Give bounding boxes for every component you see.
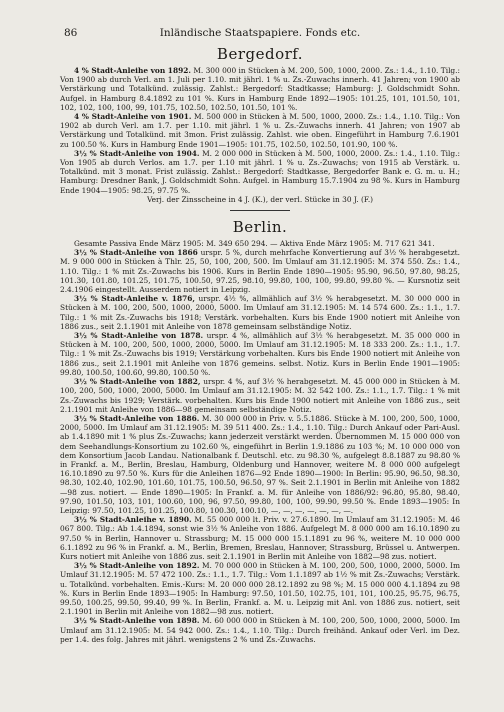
bond-title: 3½ % Stadt-Anleihe v. 1890.	[74, 515, 192, 525]
bond-entry	[60, 66, 460, 112]
bond-text: urspr. 4½ %, allmählich auf 3½ % herabgesetzt. M. 30 000 000 in Stücken à M. 100, 200, 500, 1000, 2000, 5000. Im Umlauf am 31.12.1905: M. 14 574 600. Zs.: 1.1., 1.7. Tilg.: 1 % mit Zs.-Zuwachs bis 1918; Verstärk. vorbehalten. Kurs bis Ende 1900 notiert mit Anleihe von 1886 zus., seit 2.1.1901 mit Anleihe von 1878 gemeinsam selbständige Notiz.	[60, 294, 460, 331]
bond-text: M. 60 000 000 in Stücken à M. 100, 200, 500, 1000, 2000, 5000. Im Umlauf am 31.12.1905: M. 54 942 000. Zs.: 1.4., 1.10. Tilg.: Durch freihänd. Ankauf oder Verl. im Dez. per 1.4. des folg. Jahres mit jährl. wenigstens 2 % und Zs.-Zuwachs.	[60, 616, 460, 644]
section-note: Verj. der Zinsscheine in 4 J. (K.), der verl. Stücke in 30 J. (F.)	[146, 194, 374, 204]
summary-line	[60, 239, 460, 248]
bond-entry	[60, 331, 460, 377]
bond-text: M. 2 000 000 in Stücken à M. 500, 1000, 2000. Zs.: 1.4., 1.10. Tilg.: Von 1905 ab durch Verlos. am 1.7. per 1.10 mit jährl. 1 % u. Zs.-Zuwachs; von 1915 ab Verstärk. u. Totalkünd. mit 3 monat. Frist zulässig. Zahlst.: Bergedorf: Stadtkasse, Bergedorfer Bank e. G. m. u. H.; Hamburg: Dresdner Bank, J. Goldschmidt Sohn. Aufgel. in Hamburg 15.7.1904 zu 98 %. Kurs in Hamburg Ende 1904—1905: 98.25, 97.75 %.	[60, 148, 460, 195]
bond-entry	[60, 616, 460, 644]
running-header: Inländische Staatspapiere. Fonds etc.	[159, 27, 361, 39]
bond-title: 4 % Stadt-Anleihe von 1901.	[74, 112, 192, 122]
bond-text: urspr. 4 %, auf 3½ % herabgesetzt. M. 45 000 000 in Stücken à M. 100, 200, 500, 1000, 2000, 5000. Im Umlauf am 31.12.1905: M. 32 542 100. Zs.: 1.1., 1.7. Tilg.: 1 % mit Zs.-Zuwachs bis 1929; Verstärk. vorbehalten. Kurs bis Ende 1900 notiert mit Anleihe von 1886 zus., seit 2.1.1901 mit Anleihe von 1886—98 gemeinsam selbständige Notiz.	[60, 377, 460, 414]
section-heading-bergedorf: Bergedorf.	[216, 45, 304, 63]
bond-entry	[60, 561, 460, 616]
bond-entry	[60, 377, 460, 414]
bond-entry	[60, 294, 460, 331]
bond-entry	[60, 515, 460, 561]
bond-text: urspr. 5 %, durch mehrfache Konvertierung auf 3½ % herabgesetzt. M. 9 000 000 in Stücken à Thlr. 25, 50, 100, 200, 500. Im Umlauf am 31.12.1905: M. 374 550. Zs.: 1.4., 1.10. Tilg.: 1 % mit Zs.-Zuwachs bis 1906. Kurs in Berlin Ende 1890—1905: 95.90, 96.50, 97.80, 98.25, 101.30, 101.80, 101.25, 101.75, 100.50, 97.25, 98.10, 99.80, 100, 100, 99.80, 99.80 %. — Kursnotiz seit 2.4.1906 eingestellt. Ausserdem notiert in Leipzig.	[60, 248, 460, 295]
bond-title: 4 % Stadt-Anleihe von 1892.	[74, 66, 191, 75]
bond-title: 3½ % Stadt-Anleihe von 1904.	[74, 148, 200, 158]
bond-title: 3½ % Stadt-Anleihe von 1892.	[74, 561, 200, 571]
bond-entry	[60, 149, 460, 195]
page-content	[60, 41, 460, 644]
page-number: 86	[64, 27, 78, 39]
bond-text: urspr. 4 %, allmählich auf 3½ % herabgesetzt. M. 35 000 000 in Stücken à M. 100, 200, 500, 1000, 2000, 5000. Im Umlauf am 31.12.1905: M. 18 333 200. Zs.: 1.1., 1.7. Tilg.: 1 % mit Zs.-Zuwachs bis 1919; Verstärkung vorbehalten. Kurs bis Ende 1900 notiert mit Anleihe von 1886 zus., seit 2.1.1901 mit Anleihe von 1876 gemeins. selbst. Notiz. Kurs in Berlin Ende 1901—1905: 99.80, 100.50, 100.60, 99.80, 100.50 %.	[60, 331, 460, 377]
bond-entry	[60, 112, 460, 149]
bond-entry	[60, 414, 460, 515]
bond-text: M. 30 000 000 in Priv. v. 5.5.1886. Stücke à M. 100, 200, 500, 1000, 2000, 5000. Im Umlauf am 31.12.1905: M. 39 511 400. Zs.: 1.4., 1.10. Tilg.: Durch Ankauf oder Pari-Ausl. ab 1.4.1890 mit 1 % plus Zs.-Zuwachs; kann jederzeit verstärkt werden. Übernommen M. 15 000 000 von dem Seehandlungs-Konsortium zu 102.60 %, eingeführt in Berlin 1.9.1886 zu 103 %; M. 10 000 000 von dem Konsortium Jacob Landau. Nationalbank f. Deutschl. etc. zu 98.30 %, aufgelegt 8.8.1887 zu 98.80 % in Frankf. a. M., Berlin, Breslau, Hamburg, Oldenburg und Hannover, weitere M. 8 000 000 aufgelegt 16.10.1890 zu 97.50 %. Kurs für die Anleihen 1876—92 Ende 1890—1900: In Berlin: 95.90, 96.50, 98.30, 98.30, 102.40, 102.90, 101.60, 101.75, 100.50, 96.50, 97 %. Seit 2.1.1901 in Berlin mit Anleihe von 1882—98 zus. notiert. — Ende 1890—1905: In Frankf. a. M. für Anleihe von 1886/92: 96.80, 95.80, 98.40, 97.90, 101.50, 103, 101, 100.60, 100, 96, 97.50, 99.80, 100, 100, 99.90, 99.50 %. Ende 1893—1905: In Leipzig: 97.50, 101.25, 101.25, 100.80, 100.30, 100.10, —, —, —, —, —, —, —.	[60, 413, 460, 515]
bond-title: 3½ % Stadt-Anleihe von 1882,	[74, 377, 201, 387]
section-heading-berlin: Berlin.	[232, 218, 288, 237]
bond-title: 3½ % Stadt-Anleihe v. 1876,	[74, 294, 195, 304]
bond-entry	[60, 248, 460, 294]
bond-title: 3½ % Stadt-Anleihe von 1886.	[74, 413, 200, 423]
bond-title: 3½ % Stadt-Anleihe von 1866	[74, 248, 198, 258]
bond-text: M. 500 000 in Stücken à M. 500, 1000, 2000. Zs.: 1.4., 1.10. Tilg.: Von 1902 ab durch Verl. am 1.7. per 1.10. mit jährl. 1 % u. Zs.-Zuwachs innerh. 41 Jahren; von 1907 ab Verstärkung und Totalkünd. mit 3mon. Frist zulässig. Zahlst. wie oben. Eingeführt in Hamburg 7.6.1901 zu 100.50 %. Kurs in Hamburg Ende 1901—1905: 101.75, 102.50, 102.50, 101.90, 100 %.	[60, 112, 460, 149]
bond-text: M. 300 000 in Stücken à M. 200, 500, 1000, 2000. Zs.: 1.4., 1.10. Tilg.: Von 1900 ab durch Verl. am 1. Juli per 1.10. mit jährl. 1 % u. Zs.-Zuwachs innerh. 41 Jahren; von 1900 ab Verstärkung und Totalkünd. zulässig. Zahlst.: Bergedorf: Stadtkasse; Hamburg: J. Goldschmidt Sohn. Aufgel. in Hamburg 8.4.1892 zu 101 %. Kurs in Hamburg Ende 1892—1905: 101.25, 101, 101.50, 101, 102, 102, 100, 100, 99, 101.75, 102.50, 102.50, 101.50, 101 %.	[60, 66, 461, 112]
bond-text: M. 55 000 000 lt. Priv. v. 27.6.1890. Im Umlauf am 31.12.1905: M. 46 067 800. Tilg.: Ab 1.4.1894, sonst wie 3½ % Anleihe von 1886. Aufgelegt M. 8 000 000 am 16.10.1890 zu 97.50 % in Berlin, Hannover u. Strassburg; M. 15 000 000 15.1.1891 zu 96 %, weitere M. 10 000 000 6.1.1892 zu 96 % in Frankf. a. M., Berlin, Bremen, Breslau, Hannover, Strassburg, Brüssel u. Antwerpen. Kurs notiert mit Anleihe von 1886 zus. seit 2.1.1901 in Berlin mit Anleihe von 1882—98 zus. notiert.	[60, 515, 461, 561]
bond-title: 3½ % Stadt-Anleihe von 1898.	[74, 616, 200, 626]
bond-title: 3½ % Stadt-Anleihe von 1878.	[74, 331, 204, 341]
summary-text: Gesamte Passiva Ende März 1905: M. 349 650 294. — Aktiva Ende März 1905: M. 717 621 341.	[74, 239, 435, 249]
section-divider	[230, 210, 290, 211]
page-header	[60, 26, 460, 40]
bond-text: M. 70 000 000 in Stücken à M. 100, 200, 500, 1000, 2000, 5000. Im Umlauf 31.12.1905: M. 57 472 100. Zs.: 1.1., 1.7. Tilg.: Vom 1.1.1897 ab 1½ % mit Zs.-Zuwachs; Verstärk. u. Totalkünd. vorbehalten. Emis.-Kurs: M. 20 000 000 28.12.1892 zu 98 %; M. 15 000 000 4.1.1894 zu 98 %. Kurs in Berlin Ende 1893—1905: In Hamburg: 97.50, 101.50, 102.75, 101, 101, 100.25, 95.75, 96.75, 99.50, 100.25, 99.50, 99.40, 99 %. In Berlin, Frankf. a. M. u. Leipzig mit Anl. von 1886 zus. notiert, seit 2.1.1901 in Berlin mit Anleihe von 1882—98 zus. notiert.	[60, 561, 460, 617]
